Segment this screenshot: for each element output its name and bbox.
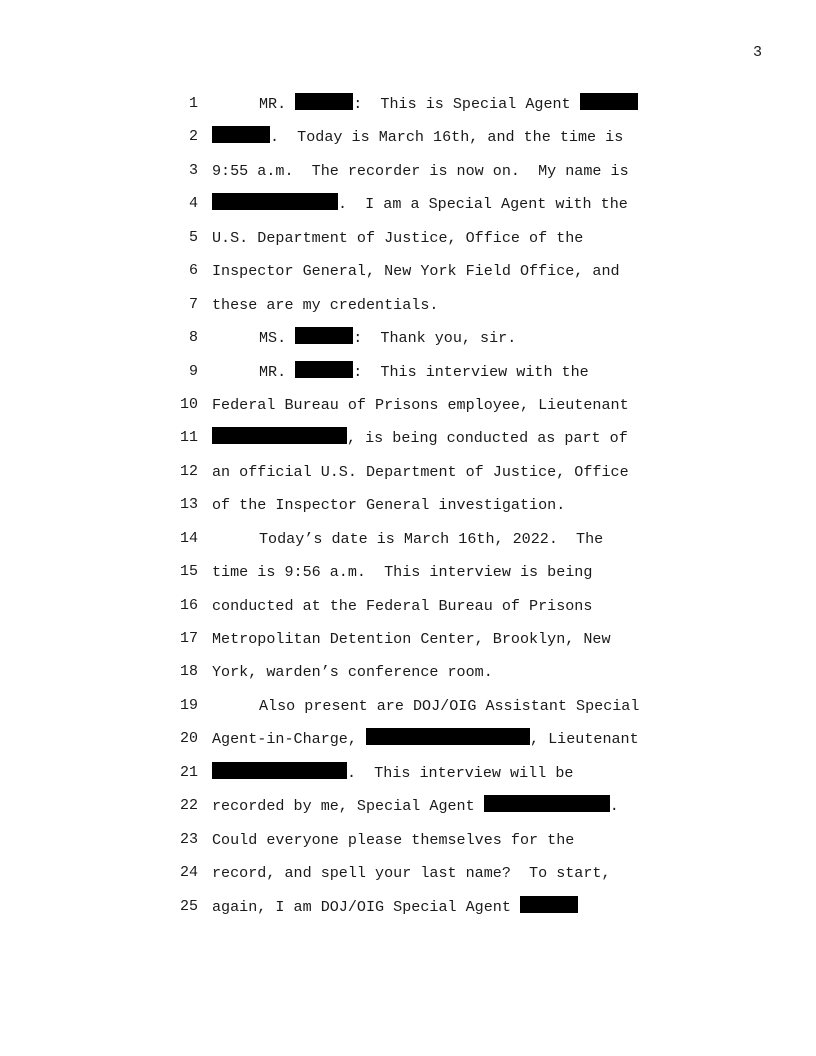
line-text [212, 259, 620, 283]
redaction-block [295, 327, 353, 344]
transcript-line [0, 727, 816, 760]
line-text [212, 192, 628, 216]
text-segment: 9:55 a.m. The recorder is now on. My name is [212, 161, 629, 180]
text-segment: again, I am DOJ/OIG Special Agent [212, 897, 520, 916]
text-segment: time is 9:56 a.m. This interview is being [212, 563, 593, 582]
redaction-block [212, 126, 270, 143]
redaction-block [295, 361, 353, 378]
text-segment: record, and spell your last name? To start, [212, 864, 611, 883]
line-text [212, 159, 629, 183]
line-text [259, 527, 603, 551]
text-segment: of the Inspector General investigation. [212, 496, 566, 515]
transcript-line [0, 192, 816, 225]
text-segment: Also present are DOJ/OIG Assistant Special [259, 696, 640, 715]
redaction-block [484, 795, 610, 812]
transcript-line [0, 794, 816, 827]
text-segment: : Thank you, sir. [353, 329, 517, 348]
redaction-block [366, 728, 530, 745]
transcript-line [0, 594, 816, 627]
text-segment: : This is Special Agent [353, 95, 580, 113]
line-text [212, 426, 628, 450]
text-segment: . This interview will be [347, 763, 574, 782]
line-number: 25 [179, 897, 198, 915]
transcript-body [0, 92, 816, 928]
transcript-line [0, 895, 816, 928]
line-text [212, 560, 592, 584]
transcript-line [0, 293, 816, 326]
redaction-block [520, 896, 578, 913]
line-number: 5 [188, 228, 198, 246]
line-text [212, 794, 619, 818]
page-number: 3 [752, 44, 762, 61]
transcript-line [0, 560, 816, 593]
text-segment: Metropolitan Detention Center, Brooklyn, New [212, 630, 611, 648]
text-segment: . I am a Special Agent with the [338, 195, 628, 214]
line-number: 17 [179, 630, 198, 647]
line-number: 19 [179, 696, 198, 714]
transcript-line [0, 861, 816, 894]
transcript-line [0, 393, 816, 426]
redaction-block [580, 93, 638, 110]
text-segment: Inspector General, New York Field Office, and [212, 262, 620, 281]
line-number: 20 [179, 730, 198, 748]
redaction-block [212, 427, 347, 444]
line-number: 22 [179, 797, 198, 815]
line-number: 16 [179, 596, 198, 614]
line-number: 8 [188, 329, 198, 347]
line-number: 13 [179, 496, 198, 514]
transcript-line [0, 828, 816, 861]
line-number: 2 [188, 128, 198, 146]
line-text [212, 460, 629, 484]
transcript-line [0, 426, 816, 459]
redaction-block [212, 193, 338, 210]
transcript-line [0, 660, 816, 693]
line-number: 21 [179, 763, 198, 781]
line-text [212, 660, 493, 684]
transcript-line [0, 460, 816, 493]
line-number: 24 [179, 864, 198, 882]
line-number: 23 [179, 830, 198, 848]
line-text [259, 694, 639, 718]
line-text [212, 293, 438, 317]
line-text [212, 828, 574, 852]
text-segment: an official U.S. Department of Justice, Office [212, 462, 629, 481]
line-text [212, 761, 573, 785]
text-segment: recorded by me, Special Agent [212, 797, 484, 816]
text-segment: Agent-in-Charge, [212, 730, 366, 749]
line-number: 11 [179, 429, 198, 447]
text-segment: MS. [259, 329, 296, 348]
text-segment: , is being conducted as part of [347, 429, 628, 448]
transcript-line [0, 159, 816, 192]
transcript-line [0, 326, 816, 359]
line-number: 14 [179, 529, 198, 547]
transcript-line [0, 259, 816, 292]
line-text [259, 92, 638, 116]
line-text [212, 594, 592, 618]
line-text [212, 493, 565, 517]
line-text [212, 627, 611, 651]
text-segment: , Lieutenant [529, 730, 639, 749]
line-number: 9 [188, 362, 198, 380]
line-number: 18 [179, 663, 198, 681]
transcript-line [0, 527, 816, 560]
text-segment: MR. [259, 95, 296, 113]
transcript-line [0, 360, 816, 393]
text-segment: these are my credentials. [212, 295, 439, 314]
text-segment: . [609, 797, 619, 816]
transcript-line [0, 493, 816, 526]
line-text [212, 125, 623, 149]
line-text [212, 895, 578, 919]
line-text [212, 226, 583, 250]
transcript-line [0, 627, 816, 660]
line-number: 7 [188, 295, 198, 313]
transcript-line [0, 761, 816, 794]
transcript-line [0, 125, 816, 158]
text-segment: : This interview with the [353, 362, 589, 381]
line-number: 3 [188, 161, 198, 179]
line-text [212, 727, 639, 751]
line-text [212, 861, 611, 885]
line-text [259, 360, 589, 384]
text-segment: Federal Bureau of Prisons employee, Lieutenant [212, 395, 629, 414]
line-text [259, 326, 516, 350]
text-segment: Today’s date is March 16th, 2022. The [259, 529, 604, 548]
line-text [212, 393, 629, 417]
text-segment: . Today is March 16th, and the time is [270, 128, 624, 147]
line-number: 12 [179, 462, 198, 480]
line-number: 15 [179, 563, 198, 581]
redaction-block [295, 93, 353, 110]
text-segment: U.S. Department of Justice, Office of the [212, 228, 584, 247]
transcript-line [0, 92, 816, 125]
line-number: 4 [188, 195, 198, 213]
text-segment: conducted at the Federal Bureau of Prisons [212, 596, 593, 615]
text-segment: MR. [259, 362, 296, 381]
line-number: 6 [188, 262, 198, 280]
text-segment: Could everyone please themselves for the [212, 830, 575, 849]
line-number: 10 [179, 395, 198, 413]
redaction-block [212, 762, 347, 779]
text-segment: York, warden’s conference room. [212, 663, 493, 682]
transcript-line [0, 226, 816, 259]
line-number: 1 [188, 95, 198, 112]
transcript-line [0, 694, 816, 727]
